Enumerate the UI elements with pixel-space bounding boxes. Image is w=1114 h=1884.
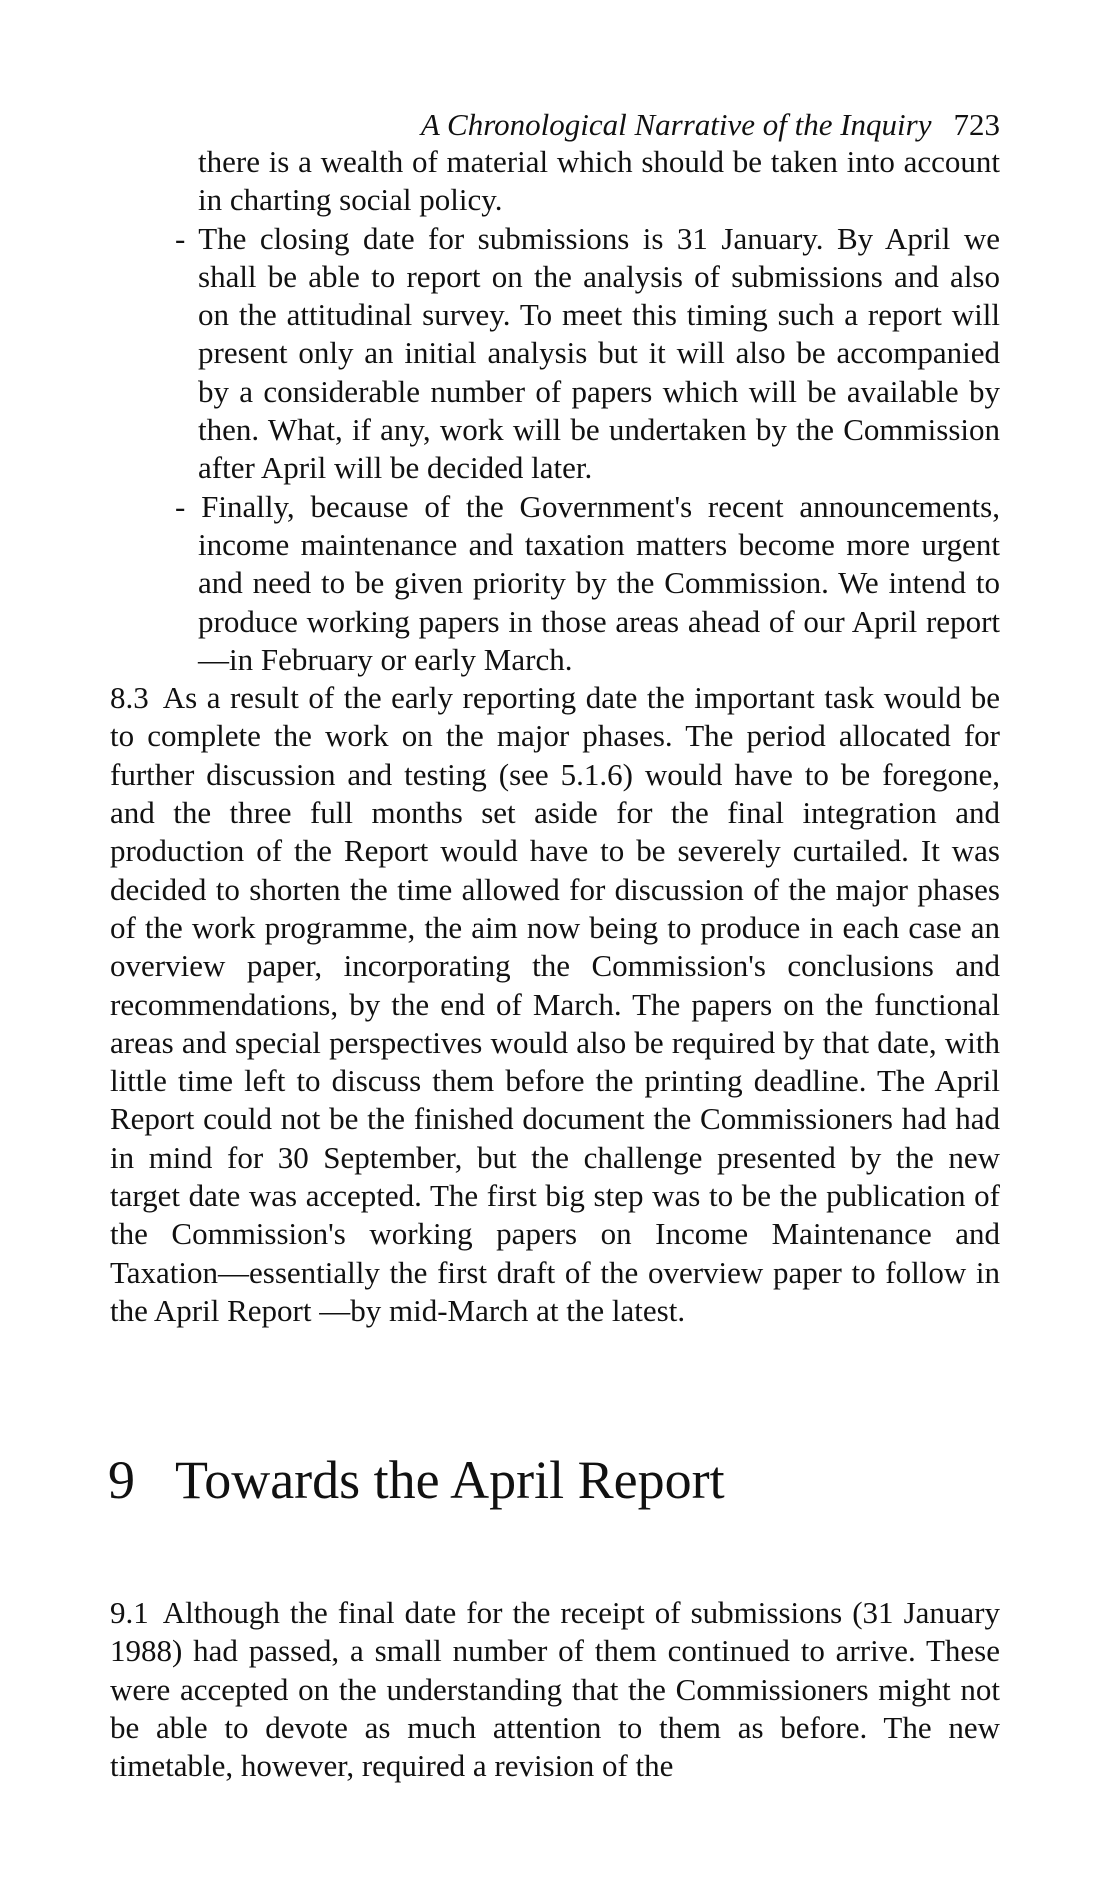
continuation-paragraph: there is a wealth of material which should be taken into account in charting social policy. xyxy=(198,144,1000,218)
page-number: 723 xyxy=(953,107,1000,142)
section-9-text xyxy=(110,1594,1000,1785)
running-title: A Chronological Narrative of the Inquiry xyxy=(420,107,932,142)
paragraph-9-1 xyxy=(110,1594,1000,1785)
paragraph-number: 9.1 xyxy=(110,1595,149,1630)
chapter-heading xyxy=(108,1448,725,1512)
list-item-text: Finally, because of the Government's recent announcements, income maintenance and taxation matters become more urgent and need to be given priority by the Commission. We intend to produce working papers in those areas ahead of our April report—in February or early March. xyxy=(198,488,1000,677)
chapter-title: Towards the April Report xyxy=(175,1450,725,1510)
chapter-number: 9 xyxy=(108,1450,135,1510)
list-item-text: The closing date for submissions is 31 January. By April we shall be able to report on the analysis of submissions and also on the attitudinal survey. To meet this timing such a report will present only an initial analysis but it will also be accompanied by a considerable number of papers which will be available by then. What, if any, work will be undertaken by the Commission after April will be decided later. xyxy=(198,220,1000,486)
paragraph-text: As a result of the early reporting date the important task would be to complete the work on the major phases. The period allocated for further discussion and testing (see 5.1.6) would have to be foregone, and the three full months set aside for the final integration and production of the Report would have to be severely curtailed. It was decided to shorten the time allowed for discussion of the major phases of the work programme, the aim now being to produce in each case an overview paper, incorporating the Commission's conclusions and recommendations, by the end of March. The papers on the functional areas and special perspectives would also be required by that date, with little time left to discuss them before the printing deadline. The April Report could not be the finished document the Commissioners had had in mind for 30 September, but the challenge presented by the new target date was accepted. The first big step was to be the publication of the Commission's working papers on Income Maintenance and Taxation—essentially the first draft of the overview paper to follow in the April Report —by mid-March at the latest. xyxy=(110,680,1000,1328)
paragraph-8-3 xyxy=(110,679,1000,1330)
paragraph-number: 8.3 xyxy=(110,680,149,716)
dash-marker: - xyxy=(175,488,186,524)
running-head xyxy=(110,105,1000,145)
paragraph-text: Although the final date for the receipt of submissions (31 January 1988) had passed, a small number of them continued to arrive. These were accepted on the understanding that the Commissioners might not be able to devote as much attention to them as before. The new timetable, however, required a revision of the xyxy=(110,1595,1000,1784)
section-8-text xyxy=(110,143,1000,1330)
dash-marker: - xyxy=(175,220,186,256)
list-item xyxy=(110,220,1000,488)
list-item xyxy=(110,488,1000,679)
